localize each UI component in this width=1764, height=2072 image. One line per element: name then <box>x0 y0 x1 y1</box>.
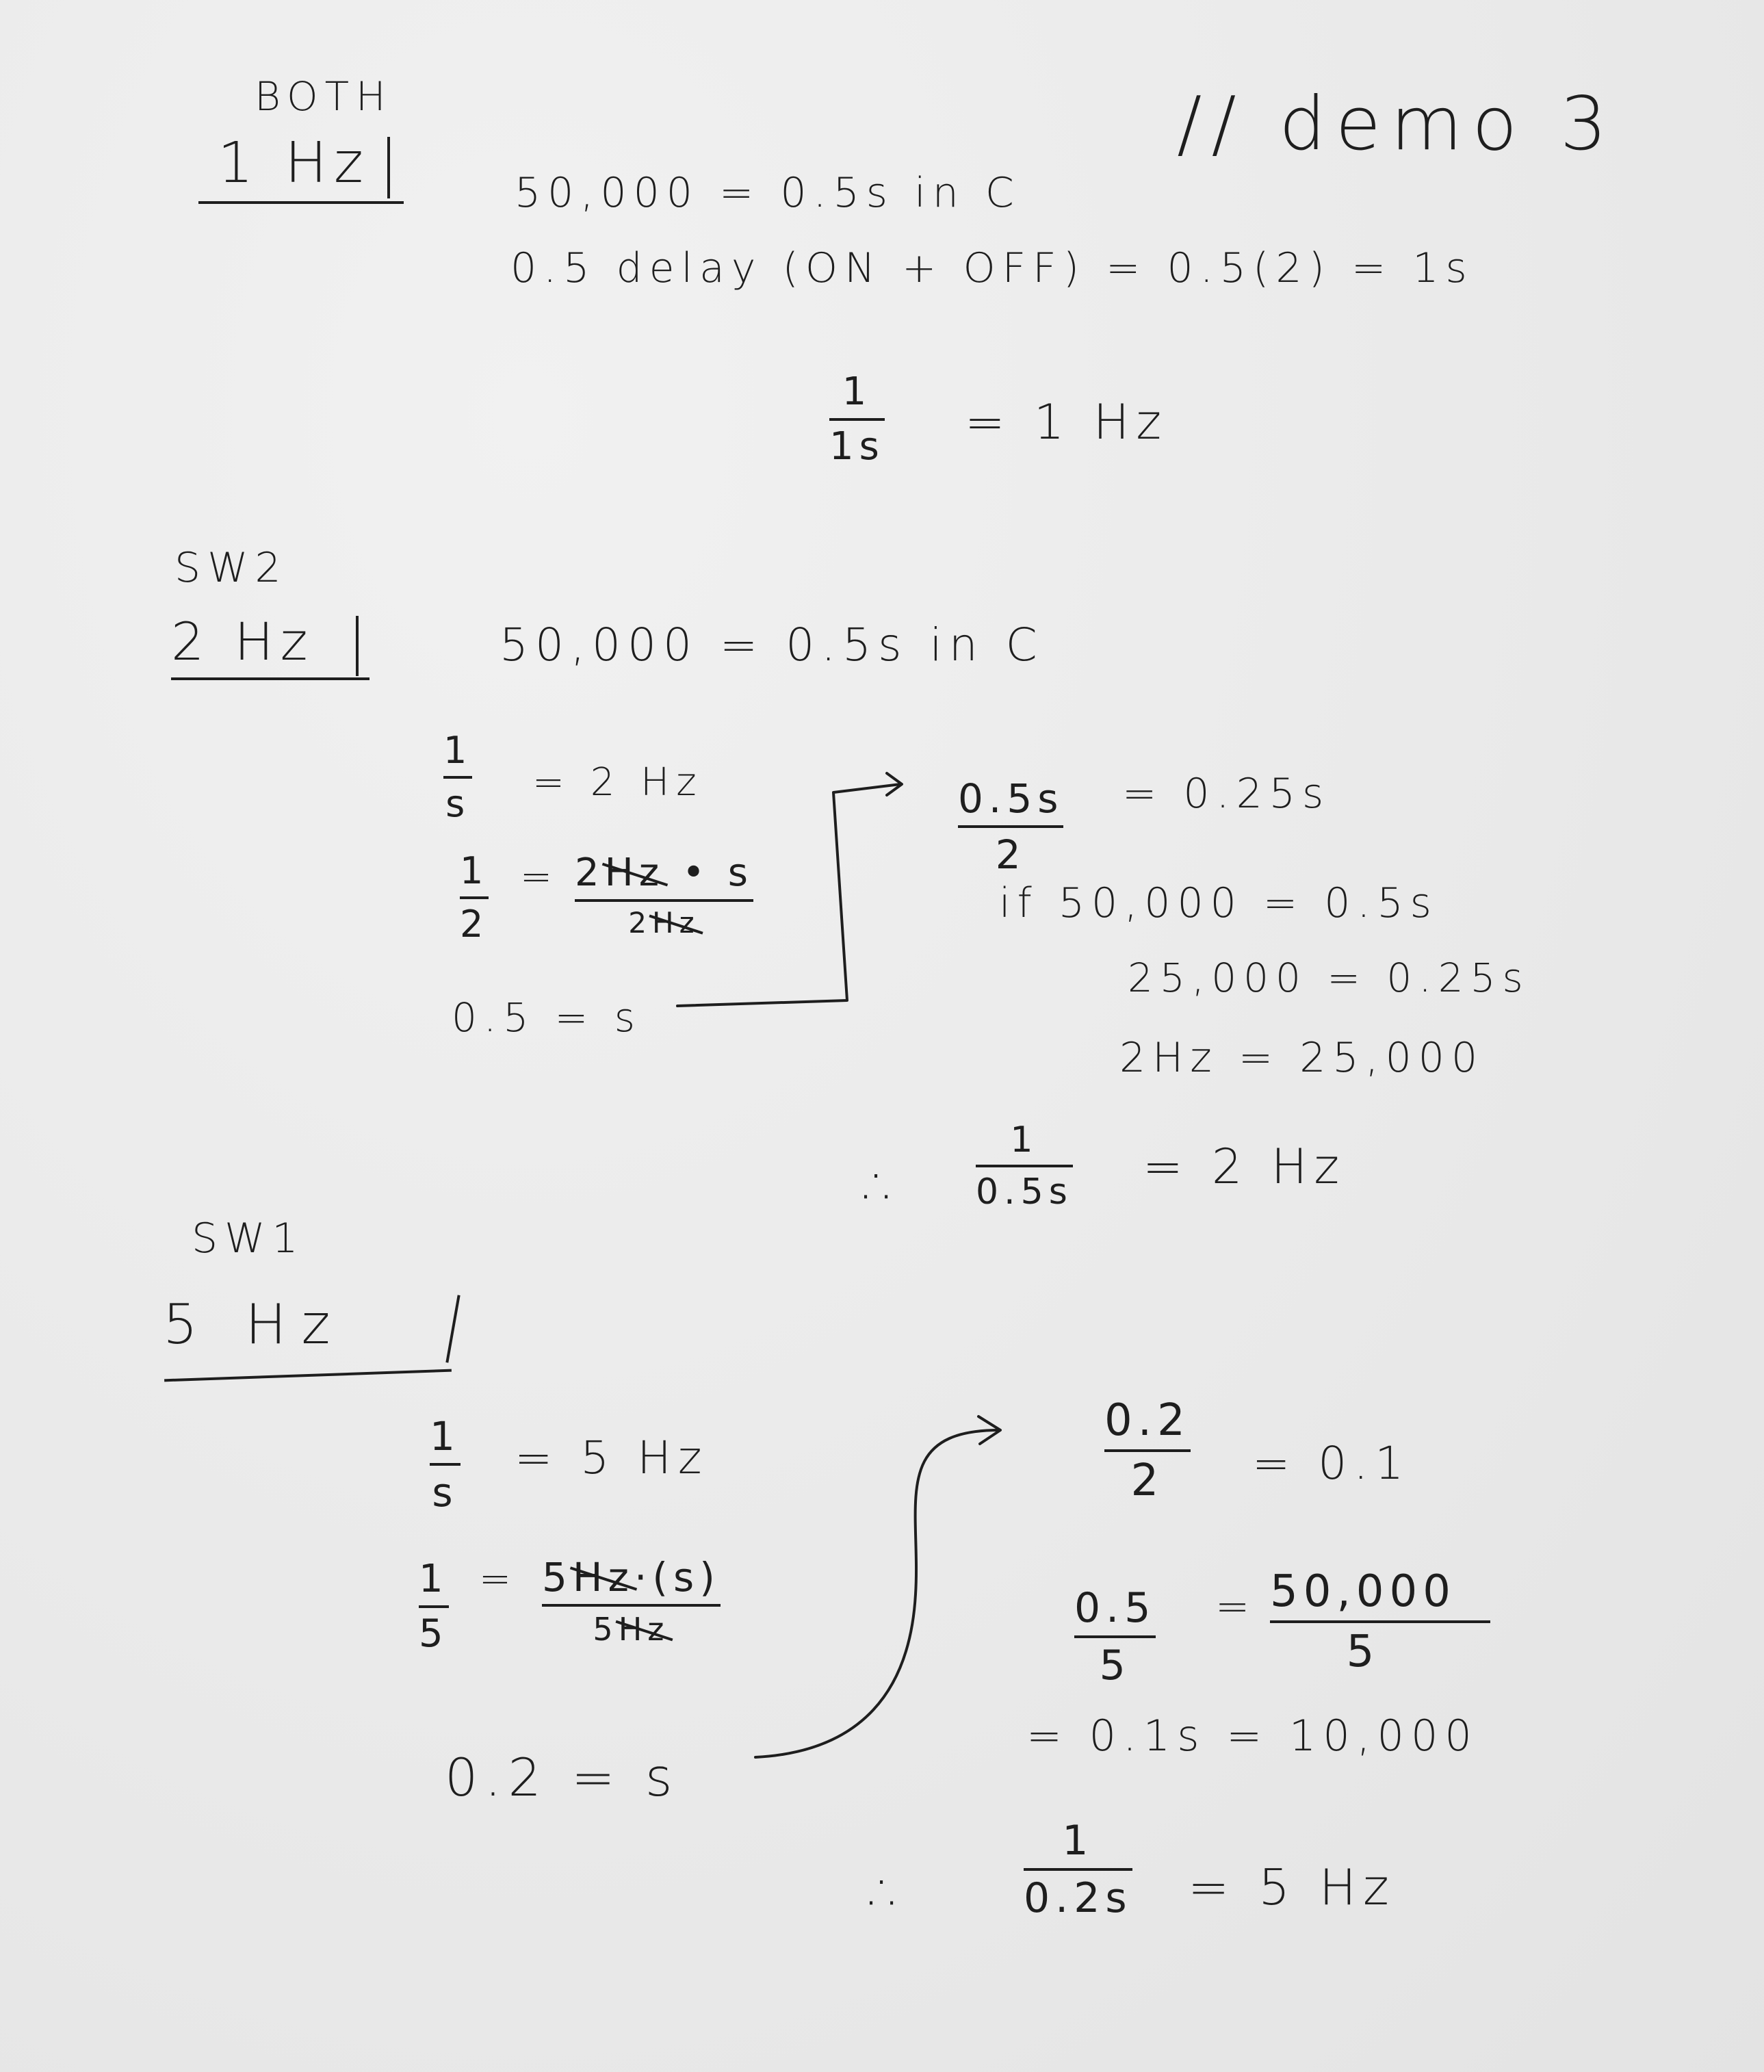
sec3-d-den2: 5 <box>1346 1627 1380 1677</box>
sec3-res-therefore: ∴ <box>869 1861 911 1924</box>
sec3-res-num: 1 <box>1062 1817 1094 1865</box>
sec2-eq2-rhs-den-b: Hz <box>652 906 700 940</box>
sec3-eq2-rhs-den-a: 5 <box>593 1611 619 1648</box>
sec2-res-den: 0.5s <box>976 1171 1073 1213</box>
sec1-frac-num: 1 <box>842 370 872 414</box>
sec3-d-num2: 50,000 <box>1270 1566 1456 1617</box>
sec1-tag: // demo 3 <box>1177 81 1617 167</box>
sec2-eq1-num: 1 <box>443 729 473 772</box>
sec3-res-rhs: = 5 Hz <box>1188 1859 1396 1916</box>
sec3-eq2-rhs-b: Hz <box>572 1554 634 1601</box>
sec2-eq2-rhs-b: Hz <box>604 851 665 895</box>
sec2-label-top: SW2 <box>174 544 288 592</box>
sec2-eq1-den: s <box>445 782 471 825</box>
sec3-eq1-den: s <box>432 1469 458 1516</box>
sec2-if-1: if 50,000 = 0.5s <box>999 879 1438 927</box>
sec2-line1: 50,000 = 0.5s in C <box>500 619 1044 671</box>
sec3-label-top: SW1 <box>192 1215 305 1262</box>
sec1-label-top: BOTH <box>255 73 393 120</box>
sec2-label: 2 Hz <box>171 611 315 672</box>
sec2-eq2-den: 2 <box>460 903 489 946</box>
sec1-line1: 50,000 = 0.5s in C <box>515 169 1021 217</box>
sec2-eq2-rhs-den-a: 2 <box>628 906 653 940</box>
sec3-label: 5 Hz <box>163 1293 346 1356</box>
sec3-eq2-num: 1 <box>419 1557 449 1601</box>
sec3-eq1-num: 1 <box>430 1413 461 1460</box>
sec3-d-den: 5 <box>1099 1642 1131 1689</box>
sec3-d-res: = 0.1s = 10,000 <box>1026 1711 1479 1761</box>
sec1-label: 1 Hz <box>218 131 370 196</box>
sec1-line2: 0.5 delay (ON + OFF) = 0.5(2) = 1s <box>510 244 1474 292</box>
sec2-res-rhs: = 2 Hz <box>1143 1139 1347 1195</box>
sec2-eq3: 0.5 = s <box>452 994 642 1041</box>
sec3-connector-arrow <box>755 1430 999 1757</box>
sec2-connector-arrow <box>677 784 900 1006</box>
sec3-r-num: 0.2 <box>1104 1395 1191 1446</box>
sec3-eq2-rhs-a: 5 <box>542 1554 573 1601</box>
sec2-eq2-rhs-a: 2 <box>575 851 605 895</box>
sec2-res-therefore: ∴ <box>864 1154 905 1218</box>
sec2-if-3: 2Hz = 25,000 <box>1119 1034 1485 1082</box>
sec3-eq3: 0.2 = s <box>445 1747 679 1808</box>
sec3-eq2-equals: = <box>479 1557 518 1601</box>
sec1-frac-rhs: = 1 Hz <box>965 394 1169 450</box>
sec3-d-equals: = <box>1215 1583 1257 1631</box>
sec3-eq2-rhs-den-b: Hz <box>618 1611 670 1648</box>
sec3-res-den: 0.2s <box>1024 1874 1132 1922</box>
sec3-eq1-rhs: = 5 Hz <box>515 1432 709 1484</box>
sec2-if-2: 25,000 = 0.25s <box>1128 955 1530 1001</box>
sec2-r-num: 0.5s <box>958 775 1064 822</box>
sec1-frac-den: 1s <box>829 424 885 469</box>
sec3-eq2-rhs-c: ·(s) <box>634 1554 721 1601</box>
sec2-eq1-rhs: = 2 Hz <box>532 760 703 805</box>
sec3-d-num: 0.5 <box>1074 1584 1156 1632</box>
sec2-res-num: 1 <box>1010 1119 1039 1161</box>
sec2-eq2-num: 1 <box>460 849 489 892</box>
sec3-r-rhs: = 0.1 <box>1252 1437 1411 1490</box>
sec3-eq2-den: 5 <box>419 1611 449 1656</box>
sec2-r-den: 2 <box>995 831 1026 878</box>
sec2-r-rhs: = 0.25s <box>1122 770 1331 818</box>
sec3-r-den: 2 <box>1130 1455 1165 1506</box>
sec2-eq2-rhs-c: • s <box>682 851 753 895</box>
sec2-eq2-equals: = <box>520 855 559 899</box>
